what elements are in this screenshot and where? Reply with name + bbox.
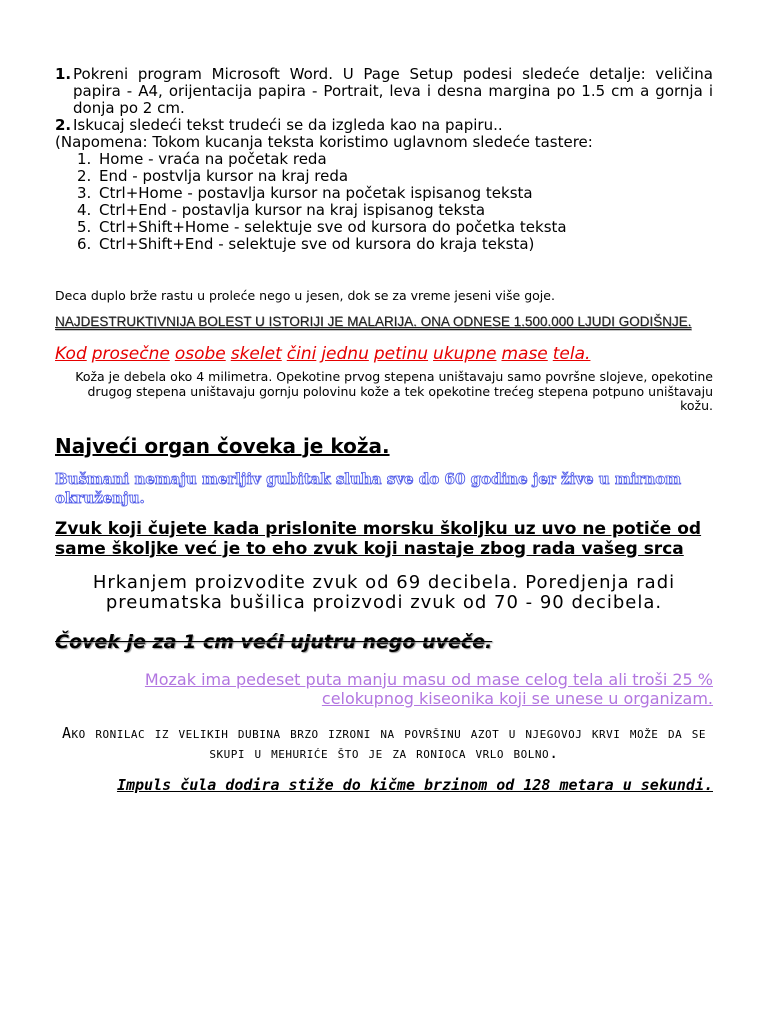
word: Kod [55, 344, 87, 364]
word: jednu [321, 344, 369, 364]
document-page [55, 66, 713, 795]
key-text: Ctrl+Home - postavlja kursor na početak ispisanog teksta [99, 184, 533, 202]
heading-skin-organ: Najveći organ čoveka je koža. [55, 433, 390, 458]
key-number: 3. [77, 184, 92, 202]
key-text: Home - vraća na početak reda [99, 150, 327, 168]
key-list [77, 151, 713, 253]
key-text: Ctrl+End - postavlja kursor na kraj ispisanog teksta [99, 201, 486, 219]
instruction-list [55, 66, 713, 134]
paragraph-touch: Impuls čula dodira stiže do kičme brzinom od 128 metara u sekundi. [116, 775, 713, 794]
instruction-number: 1. [55, 65, 72, 83]
word: tela. [552, 344, 591, 364]
key-item [77, 168, 713, 185]
paragraph-skeleton [55, 343, 713, 365]
key-text: Ctrl+Shift+End - selektuje sve od kursora do kraja teksta) [99, 235, 535, 253]
key-item [77, 185, 713, 202]
key-item [77, 219, 713, 236]
paragraph-seashell: Zvuk koji čujete kada prislonite morsku školjku uz uvo ne potiče od same školjke već je to eho zvuk koji nastaje zbog rada vašeg srca [55, 518, 702, 559]
word: prosečne [91, 344, 170, 364]
key-text: Ctrl+Shift+Home - selektuje sve od kursora do početka teksta [99, 218, 567, 236]
key-text: End - postvlja kursor na kraj reda [99, 167, 349, 185]
word: petinu [373, 344, 429, 364]
paragraph-growth: Deca duplo brže rastu u proleće nego u jesen, dok se za vreme jeseni više goje. [55, 288, 555, 303]
instruction-number: 2. [55, 116, 72, 134]
paragraph-malaria: NAJDESTRUKTIVNIJA BOLEST U ISTORIJI JE MALARIJA. ONA ODNESE 1.500.000 LJUDI GODIŠNJE. [55, 314, 692, 329]
key-number: 6. [77, 235, 92, 253]
key-number: 5. [77, 218, 92, 236]
key-item [77, 236, 713, 253]
paragraph-bushmen: Bušmani nemaju merljiv gubitak sluha sve do 60 godine jer žive u mirnom okruženju. [55, 469, 682, 507]
instruction-item [55, 66, 713, 117]
word: osobe [174, 344, 226, 364]
word: čini [286, 344, 317, 364]
instruction-text: Iskucaj sledeći tekst trudeći se da izgleda kao na papiru.. [73, 116, 503, 134]
paragraph-skin: Koža je debela oko 4 milimetra. Opekotine prvog stepena uništavaju samo površne slojeve, opekotine drugog stepena uništavaju gornju polovinu kože a tek opekotine trećeg stepena potpuno uništavaju kožu. [75, 369, 713, 413]
key-number: 1. [77, 150, 92, 168]
word: ukupne [433, 344, 497, 364]
word: mase [501, 344, 548, 364]
instruction-text: Pokreni program Microsoft Word. U Page Setup podesi sledeće detalje: veličina papira - A4, orijentacija papira - Portrait, leva i desna margina po 1.5 cm a gornja i donja po 2 cm. [73, 65, 713, 117]
word: skelet [230, 344, 282, 364]
paragraph-height: Čovek je za 1 cm veći ujutru nego uveče. [55, 630, 493, 653]
instruction-item [55, 117, 713, 134]
paragraph-diver: Ako ronilac iz velikih dubina brzo izroni na površinu azot u njegovoj krvi može da se skupi u mehuriće što je za ronioca vrlo bolno. [62, 723, 706, 762]
key-number: 2. [77, 167, 92, 185]
paragraph-brain: Mozak ima pedeset puta manju masu od mase celog tela ali troši 25 % celokupnog kiseonika koji se unese u organizam. [144, 669, 713, 708]
key-item [77, 151, 713, 168]
key-item [77, 202, 713, 219]
note-intro: (Napomena: Tokom kucanja teksta koristimo uglavnom sledeće tastere: [55, 133, 593, 151]
key-number: 4. [77, 201, 92, 219]
paragraph-snoring: Hrkanjem proizvodite zvuk od 69 decibela. Poredjenja radi preumatska bušilica proizvodi zvuk od 70 - 90 decibela. [92, 571, 676, 613]
